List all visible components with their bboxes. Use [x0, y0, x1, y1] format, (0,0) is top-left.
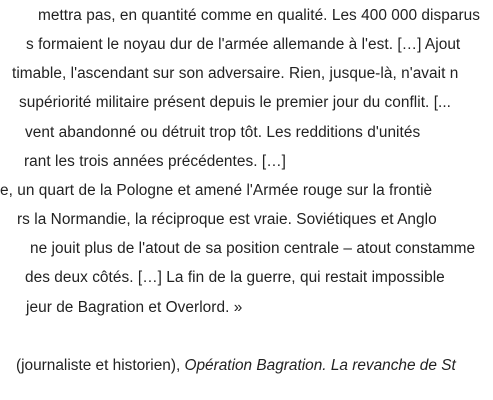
quote-line: rant les trois années précédentes. […] — [24, 153, 286, 170]
quote-line: ne jouit plus de l'atout de sa position centrale – atout constamme — [30, 240, 476, 257]
quote-line: jeur de Bagration et Overlord. » — [26, 299, 243, 316]
quote-line: s formaient le noyau dur de l'armée allemande à l'est. […] Ajout — [26, 36, 461, 53]
quote-line: vent abandonné ou détruit trop tôt. Les redditions d'unités — [25, 124, 421, 141]
quote-line: supériorité militaire présent depuis le premier jour du conflit. [... — [19, 94, 452, 111]
quote-line: des deux côtés. […] La fin de la guerre, qui restait impossible — [25, 269, 445, 286]
citation-author-note: (journaliste et historien), — [16, 357, 185, 374]
citation — [16, 356, 456, 376]
quote-line: mettra pas, en quantité comme en qualité. Les 400 000 disparus — [38, 7, 481, 24]
citation-book-title: Opération Bagration. La revanche de St — [184, 357, 456, 374]
quote-line: rs la Normandie, la réciproque est vraie. Soviétiques et Anglo — [17, 211, 437, 228]
quote-line: timable, l'ascendant sur son adversaire. Rien, jusque-là, n'avait n — [12, 65, 459, 82]
quote-line: e, un quart de la Pologne et amené l'Armée rouge sur la frontiè — [0, 182, 433, 199]
